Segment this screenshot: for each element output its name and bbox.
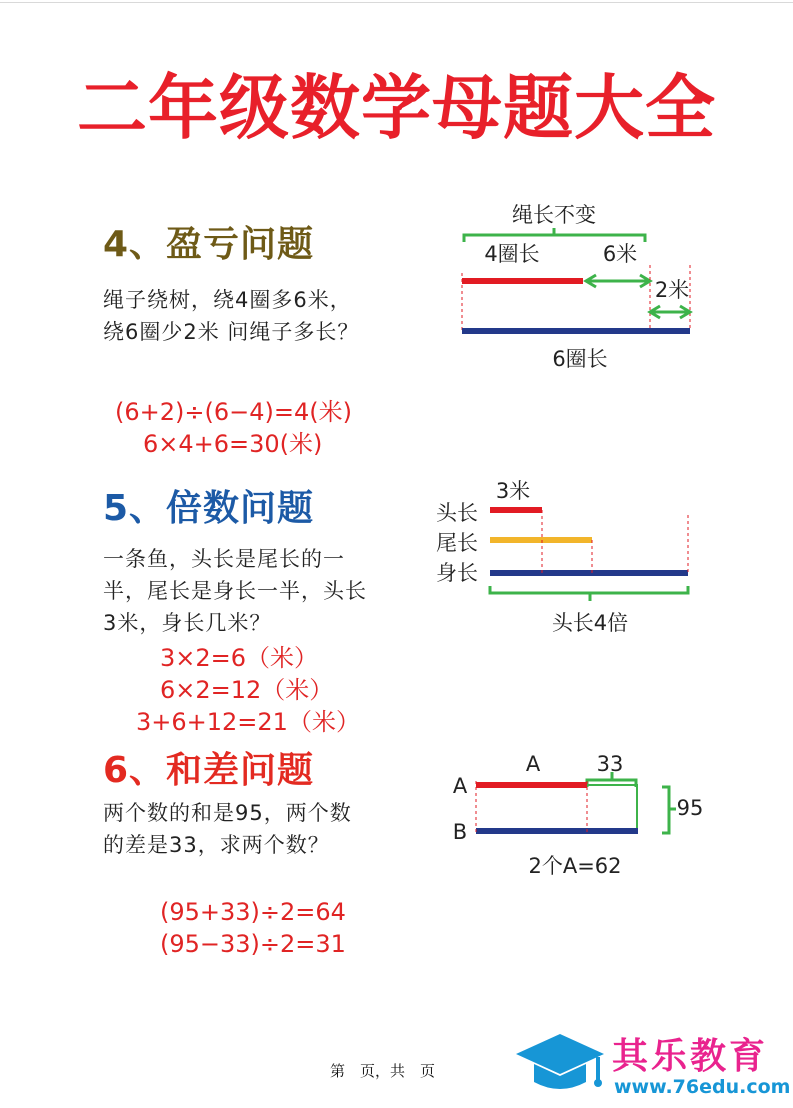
two-meters-label: 2米 (654, 278, 690, 302)
section-6-solution-line-2: (95−33)÷2=31 (160, 930, 346, 958)
rope-length-brace (464, 228, 645, 242)
rope-length-label: 绳长不变 (512, 203, 596, 227)
six-laps-label: 6圈长 (552, 347, 608, 371)
section-6-heading: 6、和差问题 (103, 750, 315, 791)
graduation-cap-icon (512, 1026, 607, 1096)
two-a-label: 2个A=62 (528, 854, 622, 878)
tail-length-label: 尾长 (436, 531, 478, 555)
section-4-heading: 4、盈亏问题 (103, 224, 315, 265)
six-meters-label: 6米 (602, 242, 638, 266)
head-length-label: 头长 (436, 501, 478, 525)
section-6-diagram (440, 745, 720, 885)
section-5-solution-line-2: 6×2=12（米） (160, 676, 334, 704)
three-meter-label: 3米 (495, 479, 531, 503)
page-title: 二年级数学母题大全 (77, 67, 716, 149)
row-b-label: B (452, 820, 468, 844)
section-5-problem: 一条鱼，头长是尾长的一半，尾长是身长一半，头长3米，身长几米？ (103, 547, 367, 635)
sum-brace (662, 787, 676, 833)
head-four-times-brace (490, 586, 688, 601)
section-5-diagram (425, 470, 715, 640)
section-4-solution-line-1: (6+2)÷(6−4)=4(米) (115, 398, 352, 426)
section-6-problem: 两个数的和是95，两个数的差是33，求两个数？ (103, 801, 352, 857)
section-4-diagram (440, 195, 710, 380)
sum-label: 95 (676, 796, 704, 820)
four-laps-label: 4圈长 (484, 242, 540, 266)
difference-box (587, 785, 637, 829)
section-4-problem: 绳子绕树，绕4圈多6米，绕6圈少2米 问绳子多长？ (103, 288, 360, 344)
page-number-footer: 第 页，共 页 (330, 1062, 436, 1080)
body-length-label: 身长 (436, 561, 478, 585)
section-4-solution-line-2: 6×4+6=30(米) (143, 430, 323, 458)
row-a-label: A (452, 774, 468, 798)
top-border-line (0, 2, 793, 3)
brand-url[interactable]: www.76edu.com (614, 1076, 791, 1098)
section-6-solution-line-1: (95+33)÷2=64 (160, 898, 346, 926)
section-5-solution-line-1: 3×2=6（米） (160, 644, 319, 672)
brand-name: 其乐教育 (612, 1036, 769, 1077)
section-5-solution-line-3: 3+6+12=21（米） (136, 708, 360, 736)
a-segment-label: A (525, 752, 541, 776)
section-5-heading: 5、倍数问题 (103, 488, 315, 529)
head-four-times-label: 头长4倍 (551, 611, 629, 635)
difference-label: 33 (596, 752, 624, 776)
